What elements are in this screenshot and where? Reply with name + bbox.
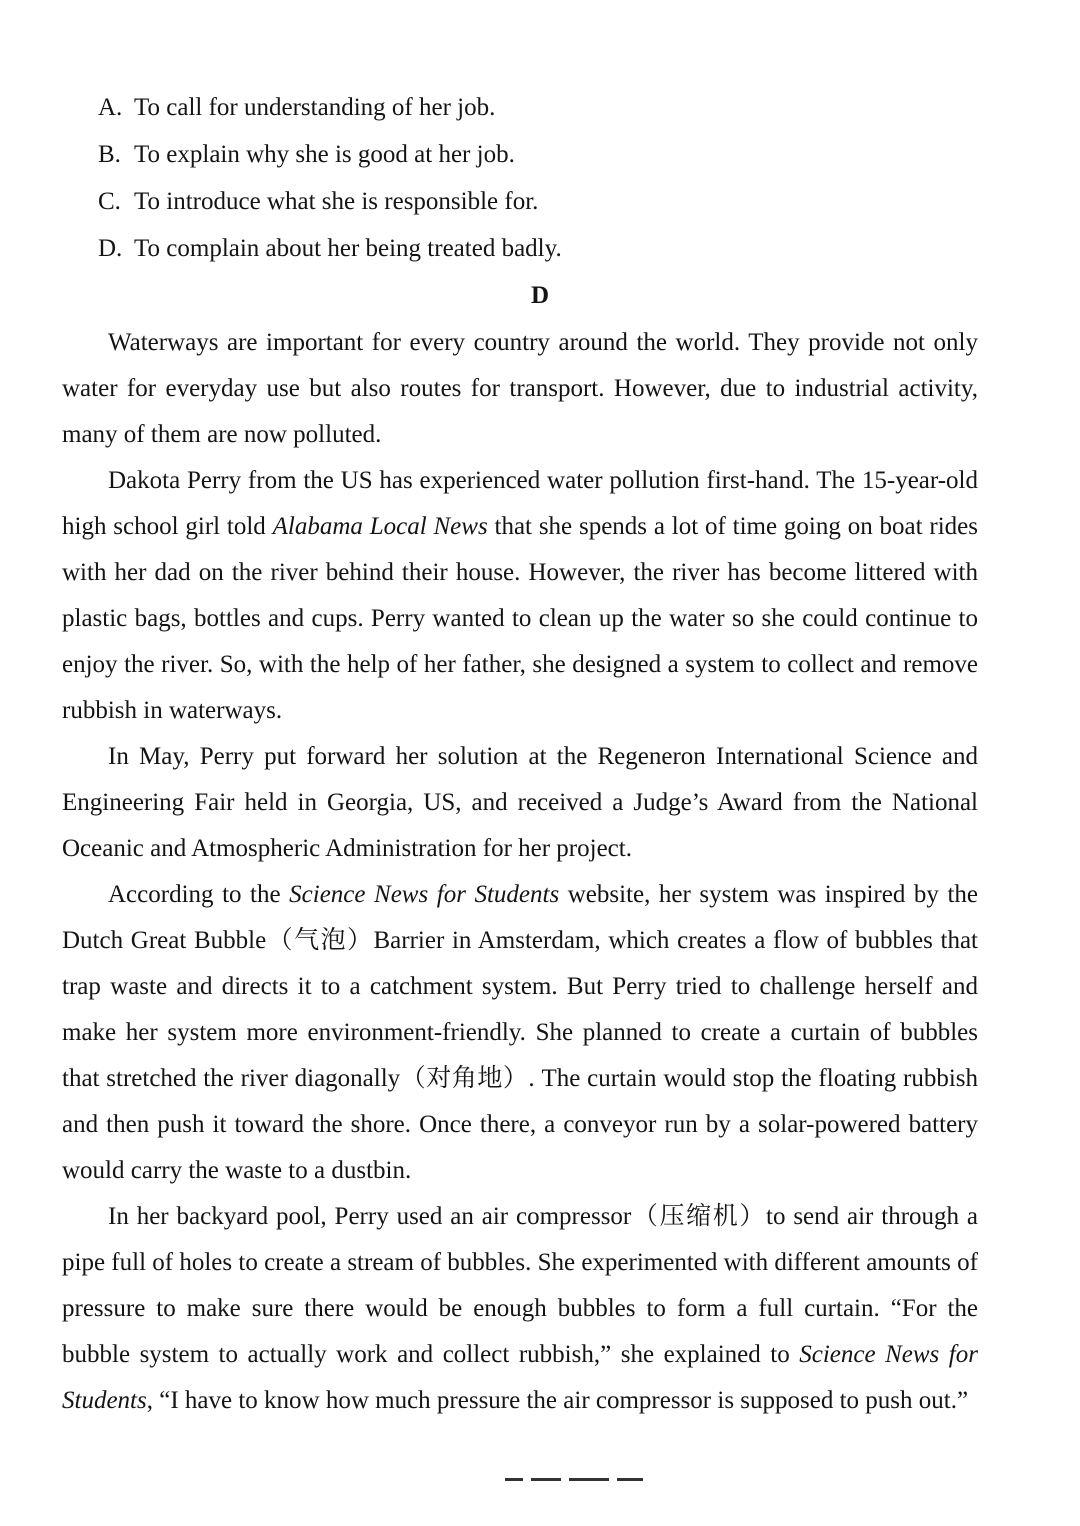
paragraph-3: In May, Perry put forward her solution at the Regeneron International Science and Engineering Fair held in Georgia, US, and received a Judge’s Award from the National Oceanic and Atmospheric Administration for her project. [62, 743, 978, 862]
paragraph-text: , “I have to know how much pressure the air compressor is supposed to push out.” [146, 1387, 969, 1414]
paragraph-text: website, her system was inspired by the Dutch Great Bubble（气泡）Barrier in Amsterdam, which creates a flow of bubbles that trap waste and directs it to a catchment system. But Perry tried to challenge herself and make her system more environment-friendly. She planned to create a curtain of bubbles that stretched the river diagonally（对角地）. The curtain would stop the floating rubbish and then push it toward the shore. Once there, a conveyor run by a solar-powered battery would carry the waste to a dustbin. [62, 881, 978, 1184]
italic-source-title: Science News for Students [289, 881, 560, 908]
footer-stroke [569, 1478, 609, 1481]
option-letter: D. [98, 235, 123, 262]
option-b[interactable] [98, 131, 978, 178]
option-text: To introduce what she is responsible for. [134, 188, 539, 215]
option-d[interactable] [98, 225, 978, 272]
option-letter: C. [98, 188, 121, 215]
section-title: D [530, 282, 550, 309]
option-text: To explain why she is good at her job. [134, 141, 515, 168]
option-text: To call for understanding of her job. [134, 94, 496, 121]
footer-stroke [617, 1478, 643, 1481]
option-letter: B. [98, 141, 121, 168]
option-c[interactable] [98, 178, 978, 225]
paragraph-text: In her backyard pool, Perry used an air compressor（压缩机）to send air through a pipe full of holes to create a stream of bubbles. She experimented with different amounts of pressure to make sure there would be enough bubbles to form a full curtain. “For the bubble system to actually work and collect rubbish,” she explained to [62, 1203, 978, 1368]
option-a[interactable] [98, 84, 978, 131]
option-text: To complain about her being treated badly. [134, 235, 562, 262]
paragraph-text: Dakota Perry from the US has experienced water pollution first-hand. The 15-year-old high school girl told [62, 467, 978, 540]
italic-source-title: Alabama Local News [272, 513, 488, 540]
footer-stroke [531, 1478, 561, 1481]
answer-options [98, 84, 978, 272]
option-letter: A. [98, 94, 123, 121]
cropped-page-footer [505, 1470, 695, 1484]
paragraph-4 [62, 872, 978, 1194]
paragraph-2 [62, 458, 978, 734]
italic-source-title: Science News for Students [62, 1341, 978, 1414]
paragraph-5 [62, 1194, 978, 1424]
footer-stroke [505, 1478, 523, 1481]
reading-passage [62, 320, 978, 1424]
paragraph-text: According to the [108, 881, 290, 908]
paragraph-text: that she spends a lot of time going on boat rides with her dad on the river behind their house. However, the river has become littered with plastic bags, bottles and cups. Perry wanted to clean up the water so she could continue to enjoy the river. So, with the help of her father, she designed a system to collect and remove rubbish in waterways. [62, 513, 978, 724]
paragraph-1: Waterways are important for every country around the world. They provide not only water for everyday use but also routes for transport. However, due to industrial activity, many of them are now polluted. [62, 329, 978, 448]
